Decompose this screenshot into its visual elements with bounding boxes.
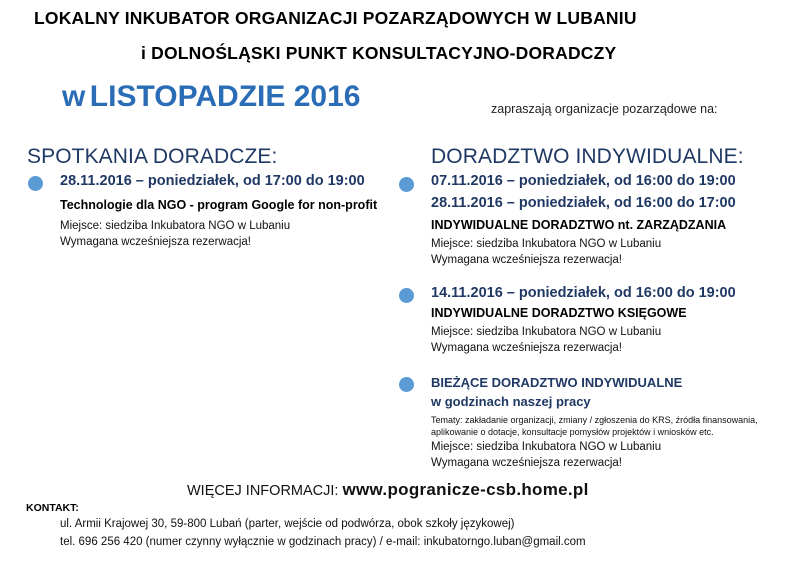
bullet-icon [28, 176, 43, 191]
header-line-1: LOKALNY INKUBATOR ORGANIZACJI POZARZĄDOWYCH W LUBANIU [34, 8, 637, 28]
right-event1-date2: 28.11.2016 [431, 195, 503, 211]
right-event2-place: Miejsce: siedziba Inkubatora NGO w Lubaniu [431, 326, 662, 338]
header-line-2: i DOLNOŚLĄSKI PUNKT KONSULTACYJNO-DORADCZY [141, 43, 617, 63]
right-event3-topics-line2: aplikowanie o dotacje, konsultacje pomysłów projektów i wniosków etc. [431, 427, 714, 437]
intro-text: zapraszają organizacje pozarządowe na: [491, 102, 718, 116]
right-event3-topics-line1: Tematy: zakładanie organizacji, zmiany / zgłoszenia do KRS, źródła finansowania, [431, 415, 758, 425]
left-section-heading: SPOTKANIA DORADCZE: [27, 145, 278, 168]
right-event2-date: 14.11.2016 [431, 285, 503, 301]
right-section-heading: DORADZTWO INDYWIDUALNE: [431, 145, 744, 168]
right-event1-datetime1 [431, 173, 736, 189]
website-link[interactable]: www.pogranicze-csb.home.pl [342, 480, 589, 499]
left-event-when: – poniedziałek, od 17:00 do 19:00 [131, 173, 365, 189]
right-event2-note: Wymagana wcześniejsza rezerwacja! [431, 342, 622, 354]
right-event3-place: Miejsce: siedziba Inkubatora NGO w Lubaniu [431, 441, 662, 453]
right-event3-note: Wymagana wcześniejsza rezerwacja! [431, 457, 622, 469]
contact-heading: KONTAKT: [26, 502, 79, 514]
right-event3-title: BIEŻĄCE DORADZTWO INDYWIDUALNE [431, 375, 683, 390]
month-title: LISTOPADZIE 2016 [89, 80, 361, 113]
bullet-icon [399, 377, 414, 392]
right-event2-when: – poniedziałek, od 16:00 do 19:00 [502, 285, 736, 301]
right-event1-note: Wymagana wcześniejsza rezerwacja! [431, 254, 622, 266]
month-prefix: w [62, 80, 86, 113]
more-info [187, 480, 589, 500]
right-event1-when1: – poniedziałek, od 16:00 do 19:00 [502, 173, 736, 189]
right-event2-datetime [431, 285, 736, 301]
left-event-topic: Technologie dla NGO - program Google for non-profit [60, 198, 378, 212]
left-event-place: Miejsce: siedziba Inkubatora NGO w Lubaniu [60, 220, 291, 232]
right-event1-place: Miejsce: siedziba Inkubatora NGO w Lubaniu [431, 238, 662, 250]
left-event-note: Wymagana wcześniejsza rezerwacja! [60, 236, 251, 248]
right-event1-when2: – poniedziałek, od 16:00 do 17:00 [502, 195, 736, 211]
right-event2-topic: INDYWIDUALNE DORADZTWO KSIĘGOWE [431, 306, 687, 320]
contact-address: ul. Armii Krajowej 30, 59-800 Lubań (parter, wejście od podwórza, obok szkoły językowej) [60, 518, 515, 530]
bullet-icon [399, 288, 414, 303]
more-info-label: WIĘCEJ INFORMACJI: [187, 483, 343, 499]
contact-phone-email: tel. 696 256 420 (numer czynny wyłącznie w godzinach pracy) / e-mail: inkubatorngo.luban@gmail.com [60, 536, 586, 548]
left-event-datetime [60, 173, 365, 189]
right-event1-topic: INDYWIDUALNE DORADZTWO nt. ZARZĄDZANIA [431, 218, 727, 232]
left-event-date: 28.11.2016 [60, 173, 132, 189]
month-heading [62, 80, 360, 114]
right-event3-subtitle: w godzinach naszej pracy [431, 394, 591, 409]
bullet-icon [399, 177, 414, 192]
right-event1-datetime2 [431, 195, 736, 211]
right-event1-date1: 07.11.2016 [431, 173, 503, 189]
